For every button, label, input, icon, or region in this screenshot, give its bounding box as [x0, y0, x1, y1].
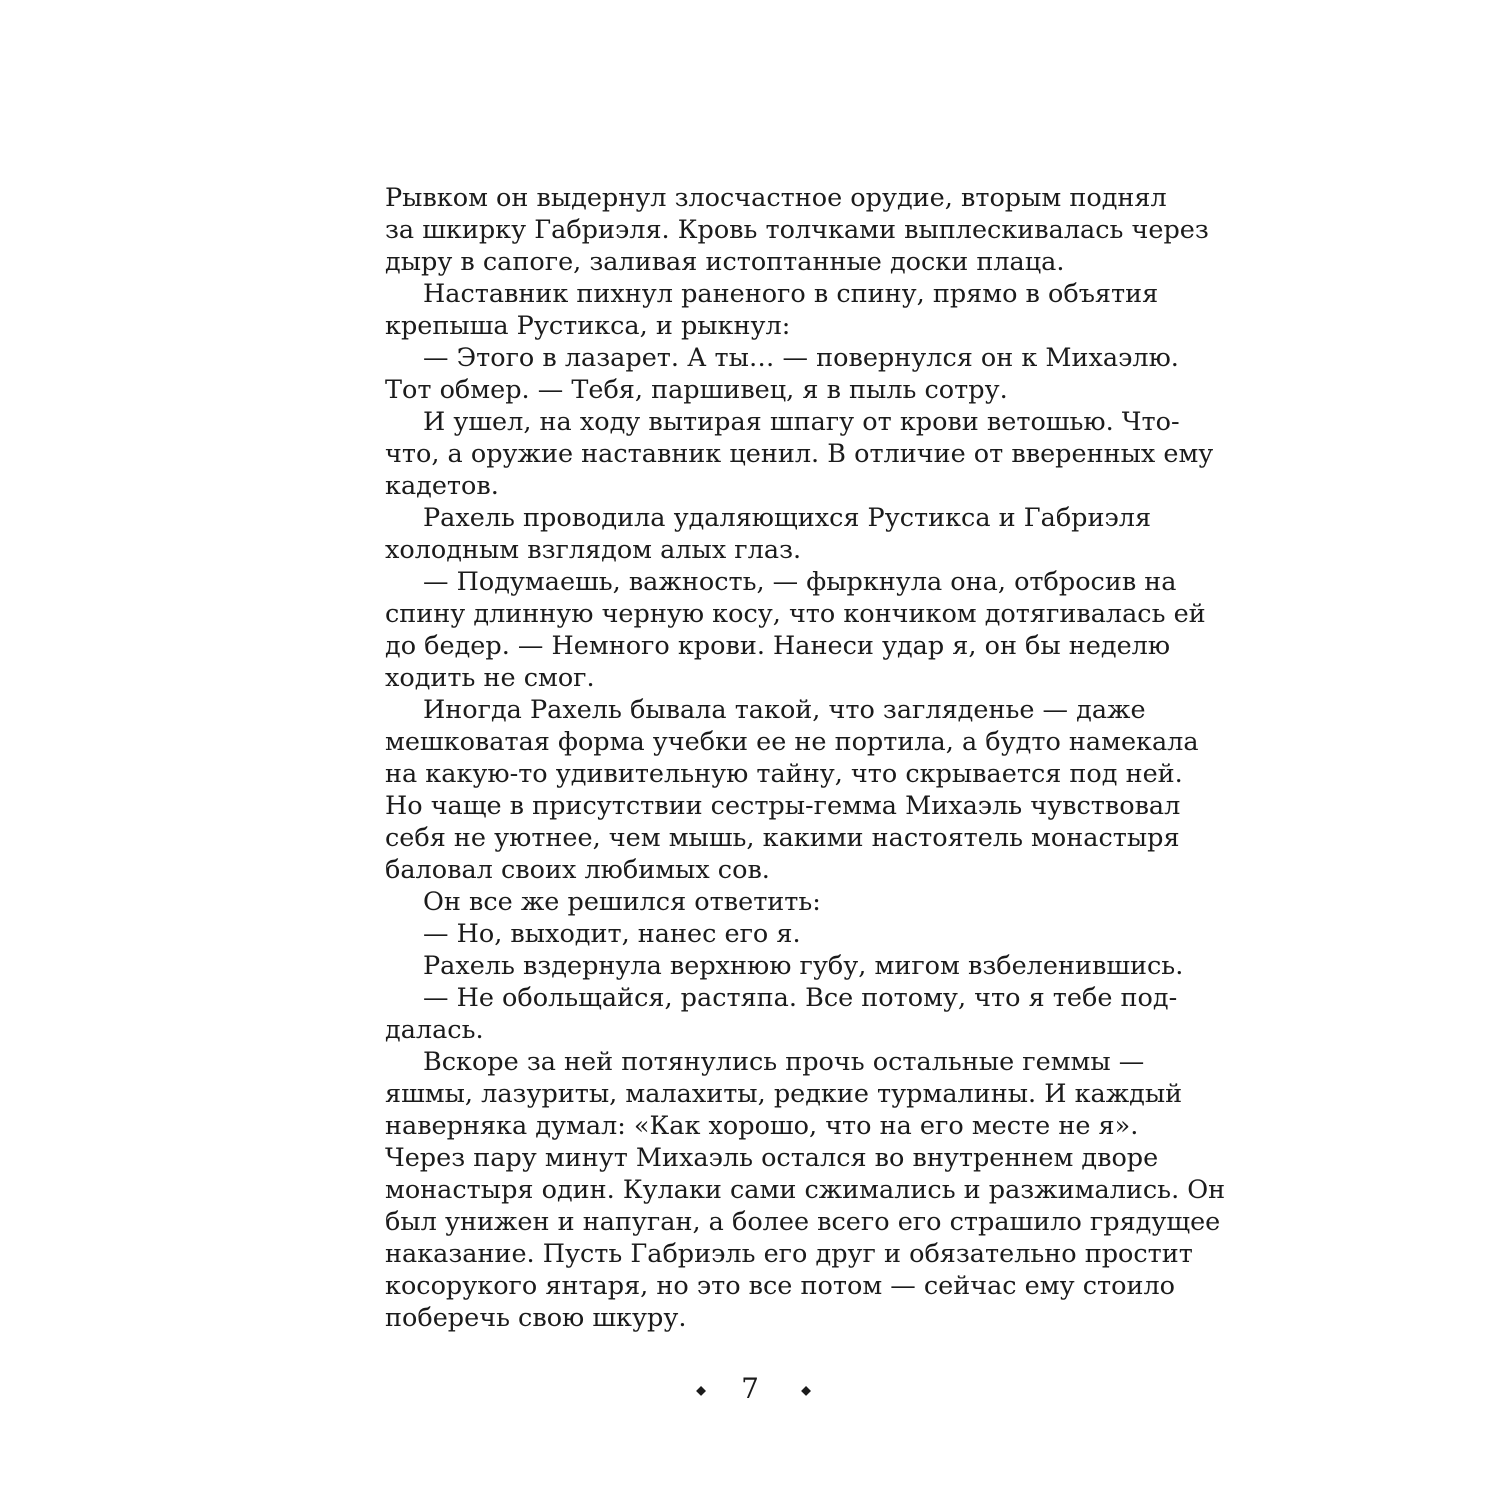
text-line: баловал своих любимых сов. — [385, 855, 770, 885]
diamond-ornament-icon — [696, 1386, 706, 1396]
text-line: Рахель проводила удаляющихся Рустикса и Габриэля — [423, 503, 1152, 533]
text-line: Вскоре за ней потянулись прочь остальные геммы — — [423, 1047, 1145, 1077]
text-line: Через пару минут Михаэль остался во внутреннем дворе — [385, 1143, 1159, 1173]
text-line: наверняка думал: «Как хорошо, что на его месте не я». — [385, 1111, 1139, 1141]
text-line: был унижен и напуган, а более всего его страшило грядущее — [385, 1207, 1221, 1237]
text-line: холодным взглядом алых глаз. — [385, 535, 802, 565]
text-line: — Не обольщайся, растяпа. Все потому, что я тебе под- — [423, 983, 1178, 1013]
text-line: Он все же решился ответить: — [423, 887, 821, 917]
text-line: — Этого в лазарет. А ты… — повернулся он к Михаэлю. — [423, 343, 1179, 373]
text-line: И ушел, на ходу вытирая шпагу от крови ветошью. Что- — [423, 407, 1180, 437]
text-line: Наставник пихнул раненого в спину, прямо в объятия — [423, 279, 1159, 309]
page-number: 7 — [741, 1372, 759, 1405]
text-line: — Подумаешь, важность, — фыркнула она, отбросив на — [423, 567, 1177, 597]
text-line: далась. — [385, 1015, 484, 1045]
page-footer — [0, 1372, 1500, 1405]
text-line: что, а оружие наставник ценил. В отличие от вверенных ему — [385, 439, 1214, 469]
text-line: крепыша Рустикса, и рыкнул: — [385, 311, 791, 341]
text-line: наказание. Пусть Габриэль его друг и обязательно простит — [385, 1239, 1193, 1269]
text-line: кадетов. — [385, 471, 499, 501]
text-line: — Но, выходит, нанес его я. — [423, 919, 801, 949]
text-line: спину длинную черную косу, что кончиком дотягивалась ей — [385, 599, 1206, 629]
text-line: монастыря один. Кулаки сами сжимались и разжимались. Он — [385, 1175, 1226, 1205]
text-line: Тот обмер. — Тебя, паршивец, я в пыль сотру. — [385, 375, 1008, 405]
text-line: косорукого янтаря, но это все потом — сейчас ему стоило — [385, 1271, 1176, 1301]
text-line: ходить не смог. — [385, 663, 595, 693]
text-line: за шкирку Габриэля. Кровь толчками выплескивалась через — [385, 215, 1209, 245]
body-text — [385, 182, 1226, 1334]
text-line: Рахель вздернула верхнюю губу, мигом взбеленившись. — [423, 951, 1184, 981]
diamond-ornament-icon — [801, 1386, 811, 1396]
text-line: поберечь свою шкуру. — [385, 1303, 687, 1333]
text-line: яшмы, лазуриты, малахиты, редкие турмалины. И каждый — [385, 1079, 1183, 1109]
text-line: себя не уютнее, чем мышь, какими настоятель монастыря — [385, 823, 1180, 853]
text-line: Рывком он выдернул злосчастное орудие, вторым поднял — [385, 183, 1167, 213]
text-line: Но чаще в присутствии сестры-гемма Михаэль чувствовал — [385, 791, 1181, 821]
text-line: на какую-то удивительную тайну, что скрывается под ней. — [385, 759, 1183, 789]
text-line: до бедер. — Немного крови. Нанеси удар я, он бы неделю — [385, 631, 1171, 661]
text-line: Иногда Рахель бывала такой, что загляденье — даже — [423, 695, 1146, 725]
text-line: дыру в сапоге, заливая истоптанные доски плаца. — [385, 247, 1065, 277]
text-line: мешковатая форма учебки ее не портила, а будто намекала — [385, 727, 1199, 757]
